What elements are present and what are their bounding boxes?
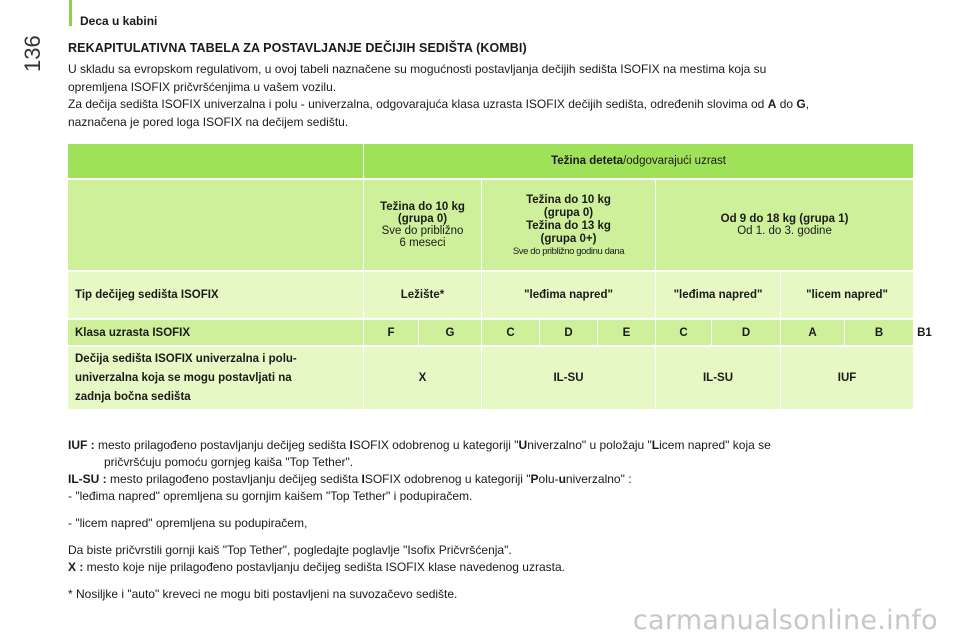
seat-label: Dečija sedišta ISOFIX univerzalna i polu-univerzalna koja se mogu postavljati na zadnja bočna sedišta bbox=[68, 347, 364, 411]
intro-line-2: opremljena ISOFIX pričvršćenjima u vašem vozilu. bbox=[68, 79, 337, 94]
type-value: "leđima napred" bbox=[482, 272, 656, 320]
note-bullet-2: - "licem napred" opremljena su podupiračem, bbox=[68, 516, 308, 530]
note-ilsu-label: IL-SU : bbox=[68, 472, 107, 486]
note-x-label: X : bbox=[68, 560, 84, 574]
note-emph: U bbox=[518, 438, 528, 452]
group-0plus-title: Težina do 13 kg (grupa 0+) bbox=[526, 219, 611, 245]
class-label: Klasa uzrasta ISOFIX bbox=[68, 320, 364, 347]
isofix-table bbox=[68, 144, 932, 411]
table-class-row: Klasa uzrasta ISOFIX F G C D E C D A B B1 bbox=[68, 320, 914, 347]
header-weight bbox=[364, 144, 914, 180]
intro-text: do bbox=[776, 97, 797, 111]
section-title: Deca u kabini bbox=[80, 14, 158, 28]
type-value: Ležište* bbox=[364, 272, 482, 320]
group-0plus-subtitle: Sve do približno godinu dana bbox=[512, 245, 625, 257]
class-from-letter: A bbox=[767, 97, 777, 111]
group-0plus-cell bbox=[482, 180, 656, 272]
header-weight-bold: Težina deteta bbox=[551, 155, 624, 167]
group-1-subtitle: Od 1. do 3. godine bbox=[737, 225, 832, 237]
class-value: B bbox=[845, 320, 914, 347]
note-ilsu bbox=[68, 471, 916, 488]
table-group-row bbox=[68, 180, 914, 272]
note-text: SOFIX odobrenog u kategoriji " bbox=[352, 438, 519, 452]
note-emph: I bbox=[361, 472, 365, 486]
group-1-title: Od 9 do 18 kg (grupa 1) bbox=[720, 213, 849, 225]
note-iuf-label: IUF : bbox=[68, 438, 95, 452]
seat-value: IUF bbox=[781, 347, 914, 411]
group-0-title-2: Težina do 10 kg (grupa 0) bbox=[526, 193, 611, 219]
group-1-cell bbox=[656, 180, 914, 272]
class-value: C bbox=[482, 320, 540, 347]
intro-line-4: naznačena je pored loga ISOFIX na dečijem sedištu. bbox=[68, 114, 349, 129]
header-spacer bbox=[68, 144, 364, 180]
note-bullet-1: - "leđima napred" opremljena su gornjim kaišem "Top Tether" i podupiračem. bbox=[68, 489, 473, 503]
group-0-subtitle: Sve do približno 6 meseci bbox=[381, 225, 464, 249]
type-value: "licem napred" bbox=[781, 272, 914, 320]
note-text: mesto koje nije prilagođeno postavljanju dečijeg sedišta ISOFIX klase navedenog uzrasta. bbox=[83, 560, 565, 574]
note-emph: I bbox=[349, 438, 353, 452]
notes bbox=[68, 437, 916, 603]
header-weight-rest: /odgovarajući uzrast bbox=[623, 155, 726, 167]
seat-value: X bbox=[364, 347, 482, 411]
class-value: E bbox=[598, 320, 656, 347]
watermark: carmanualsonline.info bbox=[632, 605, 938, 636]
note-x bbox=[68, 559, 916, 576]
type-value: "leđima napred" bbox=[656, 272, 781, 320]
group-0-cell bbox=[364, 180, 482, 272]
note-emph: L bbox=[651, 438, 660, 452]
class-value: D bbox=[712, 320, 781, 347]
class-value: A bbox=[781, 320, 845, 347]
note-text: olu- bbox=[538, 472, 559, 486]
note-text: icem napred" koja se bbox=[659, 438, 771, 452]
note-top-tether: Da biste pričvrstili gornji kaiš "Top Tether", pogledajte poglavlje "Isofix Pričvršćenja". bbox=[68, 543, 512, 557]
group-spacer bbox=[68, 180, 364, 272]
note-text: niverzalno" u položaju " bbox=[527, 438, 652, 452]
note-iuf-line-2: pričvršćuju pomoću gornjeg kaiša "Top Tether". bbox=[104, 455, 354, 469]
seat-value: IL-SU bbox=[656, 347, 781, 411]
content bbox=[68, 41, 916, 131]
note-text: SOFIX odobrenog u kategoriji " bbox=[364, 472, 531, 486]
table-header-row bbox=[68, 144, 914, 180]
class-value: C bbox=[656, 320, 712, 347]
intro-line-1: U skladu sa evropskom regulativom, u ovoj tabeli naznačene su mogućnosti postavljanja dečijih sedišta ISOFIX na mestima koja su bbox=[68, 62, 767, 76]
note-emph: P bbox=[530, 472, 539, 486]
section-accent-bar bbox=[69, 0, 72, 26]
note-text: mesto prilagođeno postavljanju dečijeg sedišta bbox=[106, 472, 362, 486]
page-number: 136 bbox=[20, 35, 45, 72]
type-label: Tip dečijeg sedišta ISOFIX bbox=[68, 272, 364, 320]
seat-value: IL-SU bbox=[482, 347, 656, 411]
footnote: * Nosiljke i "auto" kreveci ne mogu biti postavljeni na suvozačevo sedište. bbox=[68, 587, 458, 601]
class-value: D bbox=[540, 320, 598, 347]
class-to-letter: G bbox=[796, 97, 806, 111]
group-0-title: Težina do 10 kg (grupa 0) bbox=[380, 201, 465, 225]
class-value: G bbox=[419, 320, 482, 347]
table-seat-row bbox=[68, 347, 914, 411]
class-value: F bbox=[364, 320, 419, 347]
note-iuf bbox=[68, 437, 916, 454]
intro-line-3 bbox=[68, 96, 916, 114]
note-text: mesto prilagođeno postavljanju dečijeg sedišta bbox=[94, 438, 350, 452]
page-title: REKAPITULATIVNA TABELA ZA POSTAVLJANJE DEČIJIH SEDIŠTA (KOMBI) bbox=[68, 41, 527, 55]
table-type-row bbox=[68, 272, 914, 320]
note-text: niverzalno" : bbox=[565, 472, 632, 486]
intro-text: Za dečija sedišta ISOFIX univerzalna i polu - univerzalna, odgovarajuća klasa uzrasta ISOFIX dečijih sedišta, određenih slovima od bbox=[68, 97, 768, 111]
note-emph: u bbox=[558, 472, 566, 486]
intro bbox=[68, 61, 916, 131]
intro-text: , bbox=[805, 97, 810, 111]
